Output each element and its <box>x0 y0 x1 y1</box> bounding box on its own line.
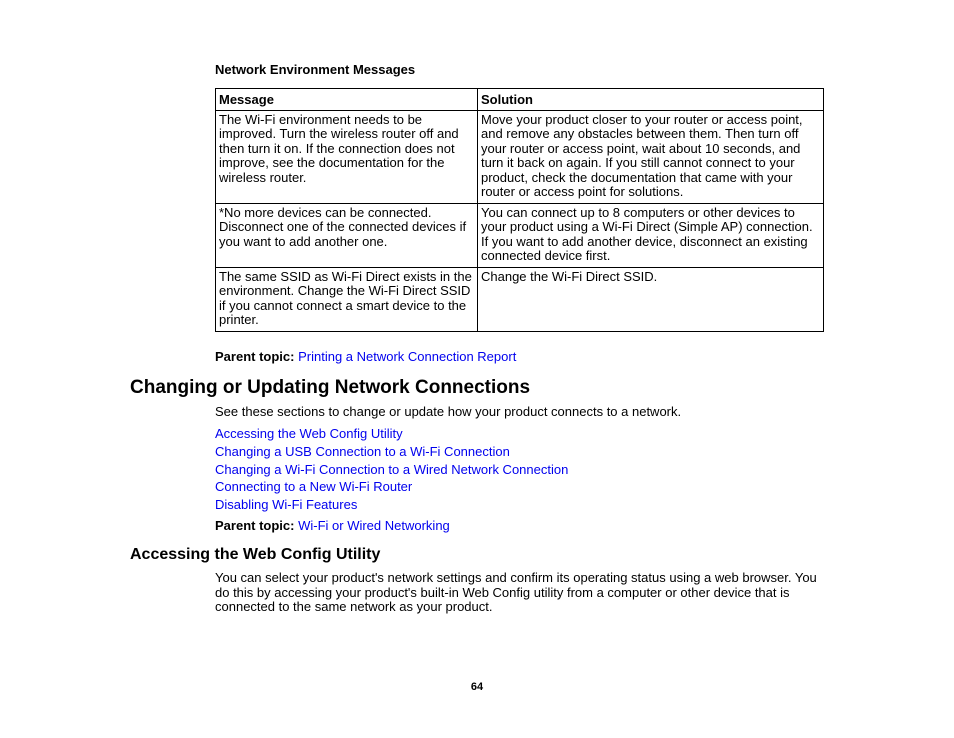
heading-changing-network-connections: Changing or Updating Network Connections <box>130 377 531 398</box>
topic-links-list <box>215 426 568 515</box>
message-cell: The same SSID as Wi-Fi Direct exists in the environment. Change the Wi-Fi Direct SSID if you cannot connect a smart device to the printer. <box>216 267 478 331</box>
parent-topic-label: Parent topic: <box>215 518 295 533</box>
solution-cell: Change the Wi-Fi Direct SSID. <box>478 267 824 331</box>
link-disabling-wifi[interactable]: Disabling Wi-Fi Features <box>215 497 358 513</box>
parent-topic-link[interactable]: Wi-Fi or Wired Networking <box>298 518 450 533</box>
link-new-wifi-router[interactable]: Connecting to a New Wi-Fi Router <box>215 479 413 495</box>
column-header-message: Message <box>216 89 478 111</box>
link-wifi-to-wired[interactable]: Changing a Wi-Fi Connection to a Wired Network Connection <box>215 461 569 477</box>
link-accessing-web-config[interactable]: Accessing the Web Config Utility <box>215 426 403 441</box>
solution-cell: Move your product closer to your router or access point, and remove any obstacles between them. Then turn off your router or access point, wait about 10 seconds, and turn it back on again. If you still cannot connect to your product, check the documentation that came with your router or access point for solutions. <box>478 110 824 203</box>
network-messages-table <box>215 88 824 332</box>
table-row <box>216 110 824 203</box>
intro-text: See these sections to change or update how your product connects to a network. <box>215 404 682 419</box>
section-label: Network Environment Messages <box>215 62 416 77</box>
parent-topic-link[interactable]: Printing a Network Connection Report <box>298 349 517 364</box>
table-row <box>216 267 824 331</box>
page-number: 64 <box>470 681 484 693</box>
parent-topic-label: Parent topic: <box>215 349 295 364</box>
heading-accessing-web-config: Accessing the Web Config Utility <box>130 546 381 563</box>
body-paragraph: You can select your product's network settings and confirm its operating status using a web browser. You do this by accessing your product's built-in Web Config utility from a computer or other device that is connected to the same network as your product. <box>215 570 817 615</box>
link-usb-to-wifi[interactable]: Changing a USB Connection to a Wi-Fi Connection <box>215 443 510 459</box>
table-header-row <box>216 89 824 111</box>
message-cell: *No more devices can be connected. Disconnect one of the connected devices if you want to add another one. <box>216 203 478 267</box>
parent-topic-2 <box>215 518 450 533</box>
message-cell: The Wi-Fi environment needs to be improved. Turn the wireless router off and then turn it on. If the connection does not improve, see the documentation for the wireless router. <box>216 110 478 203</box>
parent-topic-1 <box>215 349 516 364</box>
column-header-solution: Solution <box>478 89 824 111</box>
solution-cell: You can connect up to 8 computers or other devices to your product using a Wi-Fi Direct (Simple AP) connection. If you want to add another device, disconnect an existing connected device first. <box>478 203 824 267</box>
table-row <box>216 203 824 267</box>
